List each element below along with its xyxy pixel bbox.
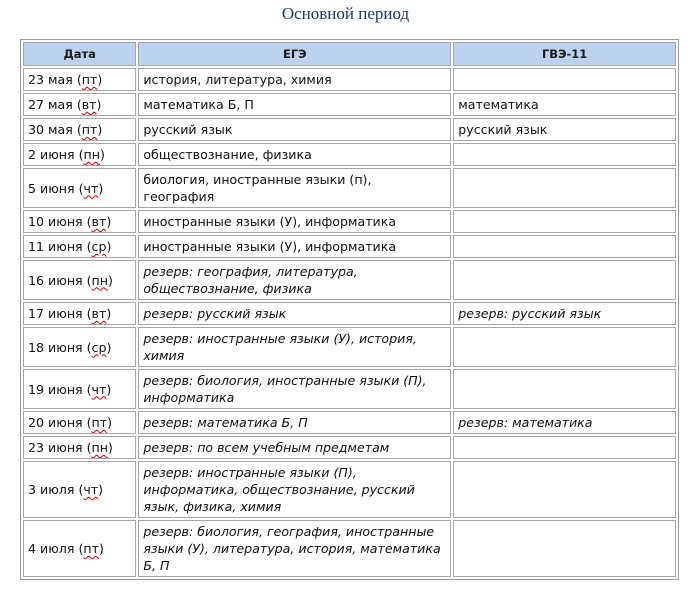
ege-subjects-cell: резерв: биология, иностранные языки (П), информатика xyxy=(138,369,451,409)
ege-subjects-cell: иностранные языки (У), информатика xyxy=(138,235,451,258)
ege-subjects-cell: история, литература, химия xyxy=(138,68,451,91)
gve-subjects-cell: русский язык xyxy=(453,118,676,141)
page-title: Основной период xyxy=(281,4,410,23)
date-text: 30 мая xyxy=(28,122,73,137)
date-text: 20 июня xyxy=(28,415,83,430)
ege-subjects-cell: иностранные языки (У), информатика xyxy=(138,210,451,233)
weekday-text: пт xyxy=(81,122,98,137)
table-row xyxy=(23,93,676,116)
table-row xyxy=(23,118,676,141)
table-body xyxy=(23,68,676,577)
date-text: 11 июня xyxy=(28,239,83,254)
date-cell: 2 июня (пн) xyxy=(23,143,136,166)
date-text: 19 июня xyxy=(28,381,83,397)
ege-subjects-cell: резерв: иностранные языки (П), информатика, обществознание, русский язык, физика, химия xyxy=(138,461,451,518)
date-cell: 3 июля (чт) xyxy=(23,461,136,518)
table-row xyxy=(23,143,676,166)
gve-subjects-cell xyxy=(453,260,676,300)
table-row xyxy=(23,235,676,258)
date-cell: 5 июня (чт) xyxy=(23,168,136,208)
column-header-ege: ЕГЭ xyxy=(138,42,451,66)
gve-subjects-cell xyxy=(453,369,676,409)
ege-subjects-cell: резерв: география, литература, обществознание, физика xyxy=(138,260,451,300)
table-header-row xyxy=(23,42,676,66)
exam-schedule-table xyxy=(20,39,679,580)
table-row xyxy=(23,260,676,300)
date-cell: 4 июля (пт) xyxy=(23,520,136,577)
weekday-text: пт xyxy=(91,415,108,430)
weekday-text: пн xyxy=(91,440,109,455)
gve-subjects-cell xyxy=(453,520,676,577)
weekday-text: вт xyxy=(91,214,107,229)
gve-subjects-cell xyxy=(453,436,676,459)
column-header-date: Дата xyxy=(23,42,136,66)
ege-subjects-cell: математика Б, П xyxy=(138,93,451,116)
table-row xyxy=(23,436,676,459)
gve-subjects-cell xyxy=(453,168,676,208)
table-row xyxy=(23,520,676,577)
gve-subjects-cell xyxy=(453,235,676,258)
weekday-text: вт xyxy=(81,97,97,112)
gve-subjects-cell: резерв: математика xyxy=(453,411,676,434)
gve-subjects-cell xyxy=(453,68,676,91)
date-cell: 30 мая (пт) xyxy=(23,118,136,141)
ege-subjects-cell: резерв: русский язык xyxy=(138,302,451,325)
ege-subjects-cell: русский язык xyxy=(138,118,451,141)
date-cell: 16 июня (пн) xyxy=(23,260,136,300)
date-text: 3 июля xyxy=(28,482,75,497)
weekday-text: чт xyxy=(83,180,99,196)
gve-subjects-cell xyxy=(453,327,676,367)
date-text: 10 июня xyxy=(28,214,83,229)
gve-subjects-cell: математика xyxy=(453,93,676,116)
date-text: 16 июня xyxy=(28,272,83,288)
table-row xyxy=(23,68,676,91)
weekday-text: пн xyxy=(83,147,101,162)
weekday-text: ср xyxy=(91,339,107,355)
ege-subjects-cell: резерв: иностранные языки (У), история, химия xyxy=(138,327,451,367)
table-row xyxy=(23,210,676,233)
date-cell: 18 июня (ср) xyxy=(23,327,136,367)
table-row xyxy=(23,168,676,208)
table-row xyxy=(23,461,676,518)
table-row xyxy=(23,327,676,367)
weekday-text: пт xyxy=(81,72,98,87)
date-text: 2 июня xyxy=(28,147,75,162)
table-row xyxy=(23,411,676,434)
date-cell: 19 июня (чт) xyxy=(23,369,136,409)
date-cell: 27 мая (вт) xyxy=(23,93,136,116)
gve-subjects-cell xyxy=(453,461,676,518)
date-text: 18 июня xyxy=(28,339,83,355)
ege-subjects-cell: резерв: по всем учебным предметам xyxy=(138,436,451,459)
table-row xyxy=(23,302,676,325)
date-text: 5 июня xyxy=(28,180,75,196)
gve-subjects-cell xyxy=(453,143,676,166)
date-text: 27 мая xyxy=(28,97,73,112)
date-cell: 10 июня (вт) xyxy=(23,210,136,233)
ege-subjects-cell: обществознание, физика xyxy=(138,143,451,166)
date-cell: 20 июня (пт) xyxy=(23,411,136,434)
date-cell: 23 мая (пт) xyxy=(23,68,136,91)
date-text: 17 июня xyxy=(28,306,83,321)
date-text: 23 мая xyxy=(28,72,73,87)
gve-subjects-cell: резерв: русский язык xyxy=(453,302,676,325)
date-cell: 11 июня (ср) xyxy=(23,235,136,258)
table-row xyxy=(23,369,676,409)
weekday-text: пт xyxy=(83,541,99,556)
weekday-text: пн xyxy=(91,272,109,288)
column-header-gve: ГВЭ-11 xyxy=(453,42,676,66)
date-cell: 17 июня (вт) xyxy=(23,302,136,325)
date-text: 4 июля xyxy=(28,541,75,556)
ege-subjects-cell: биология, иностранные языки (п), география xyxy=(138,168,451,208)
weekday-text: ср xyxy=(91,239,107,254)
weekday-text: вт xyxy=(91,306,107,321)
date-text: 23 июня xyxy=(28,440,83,455)
weekday-text: чт xyxy=(91,381,107,397)
date-cell: 23 июня (пн) xyxy=(23,436,136,459)
ege-subjects-cell: резерв: биология, география, иностранные языки (У), литература, история, математика Б, П xyxy=(138,520,451,577)
weekday-text: чт xyxy=(83,482,99,497)
gve-subjects-cell xyxy=(453,210,676,233)
ege-subjects-cell: резерв: математика Б, П xyxy=(138,411,451,434)
